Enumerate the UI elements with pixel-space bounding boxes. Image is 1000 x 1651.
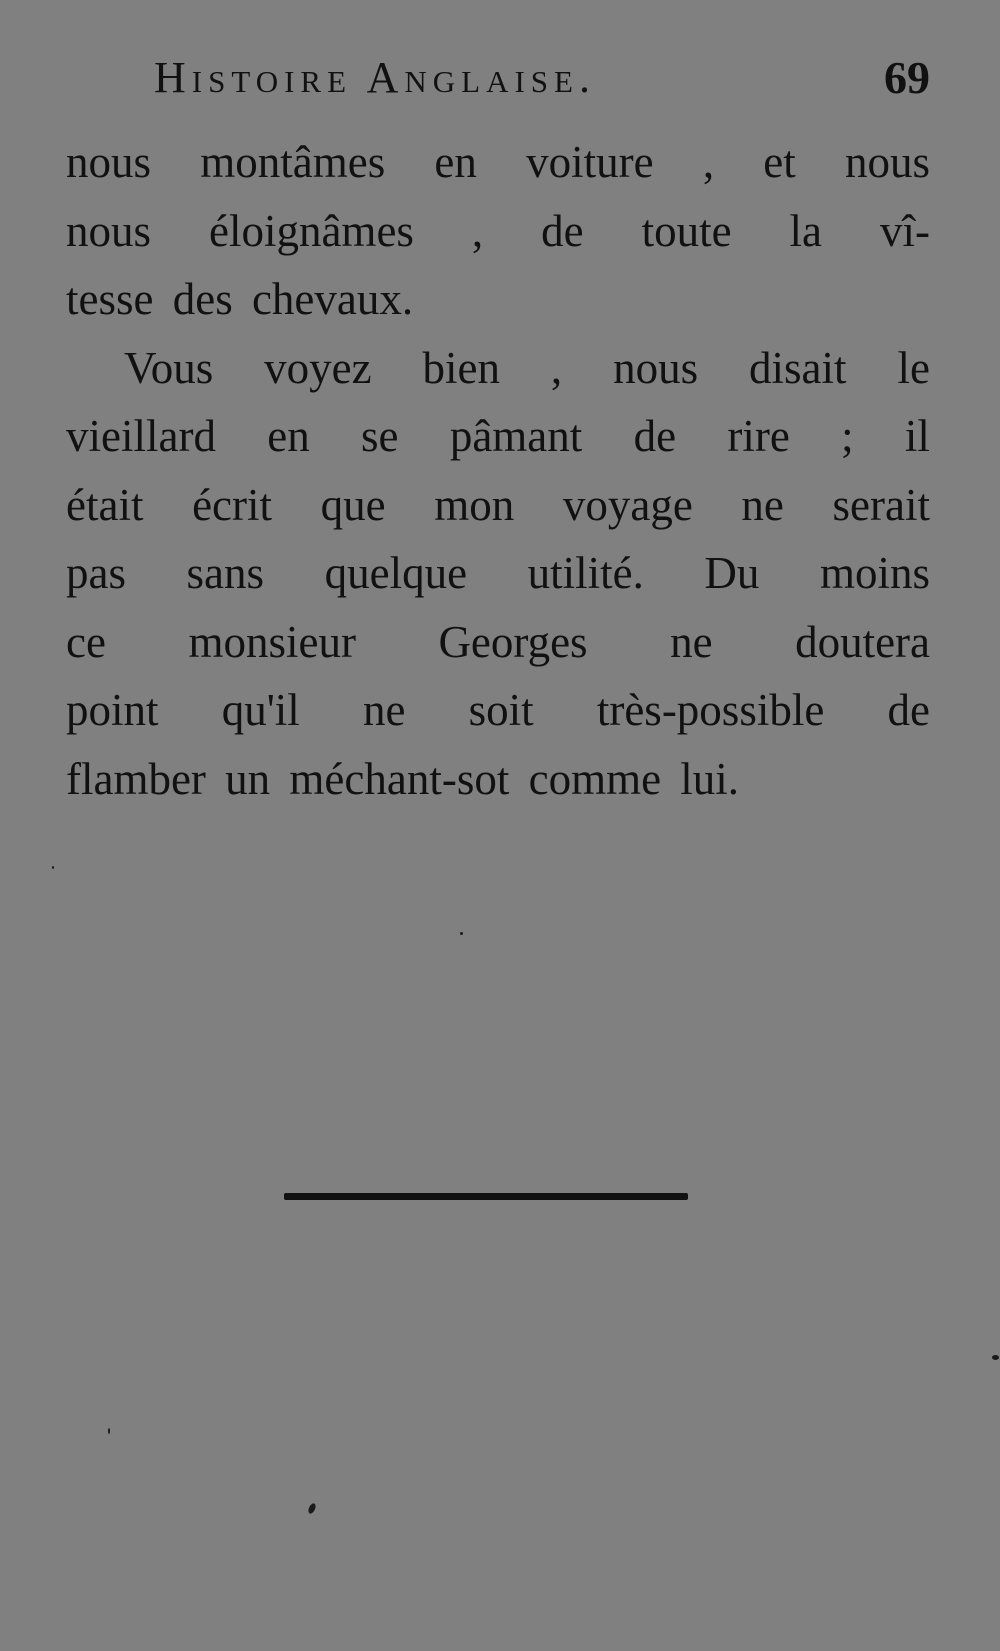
end-rule bbox=[284, 1193, 688, 1200]
word: disait bbox=[749, 342, 847, 393]
text-line bbox=[66, 128, 930, 197]
word: de bbox=[541, 205, 584, 256]
word: écrit bbox=[192, 479, 273, 530]
word: , bbox=[471, 205, 484, 256]
word: , bbox=[702, 137, 715, 187]
word: ce bbox=[66, 616, 106, 667]
ink-speck bbox=[108, 1428, 110, 1434]
word: Georges bbox=[438, 616, 588, 667]
word: vî- bbox=[879, 205, 930, 256]
word: quelque bbox=[324, 548, 468, 598]
word: utilité. bbox=[527, 548, 644, 598]
word: soit bbox=[468, 685, 534, 735]
text-line bbox=[66, 402, 930, 471]
word: qu'il bbox=[221, 685, 300, 735]
word: se bbox=[361, 411, 399, 461]
word: ne bbox=[741, 479, 784, 530]
ink-speck bbox=[307, 1502, 317, 1515]
word: ; bbox=[841, 411, 854, 461]
word: très-possible bbox=[596, 685, 825, 735]
word: bien bbox=[422, 342, 500, 393]
word: le bbox=[897, 342, 930, 393]
word: pas bbox=[66, 548, 126, 598]
text-line bbox=[66, 334, 930, 403]
word: doutera bbox=[795, 616, 930, 667]
word: il bbox=[904, 411, 930, 461]
page-number: 69 bbox=[884, 52, 930, 103]
word: la bbox=[789, 205, 823, 256]
word: en bbox=[434, 137, 477, 187]
word: de bbox=[633, 411, 677, 461]
word: toute bbox=[641, 205, 732, 256]
word: ne bbox=[670, 616, 713, 667]
word: que bbox=[320, 479, 386, 530]
word: nous bbox=[844, 137, 930, 187]
word: nous bbox=[66, 137, 152, 187]
text-line bbox=[66, 471, 930, 540]
word: serait bbox=[832, 479, 930, 530]
word: Du bbox=[704, 548, 760, 598]
running-title: Histoire Anglaise. bbox=[154, 53, 596, 102]
word: voiture bbox=[526, 137, 654, 187]
word: rire bbox=[727, 411, 790, 461]
word: mon bbox=[434, 479, 515, 530]
word: éloignâmes bbox=[208, 205, 414, 256]
word: en bbox=[267, 411, 310, 461]
word: monsieur bbox=[188, 616, 356, 667]
ink-speck bbox=[460, 932, 463, 935]
word: point bbox=[66, 685, 159, 735]
word: sans bbox=[186, 548, 265, 598]
text-line bbox=[66, 676, 930, 745]
text-line bbox=[66, 539, 930, 608]
text-line: tesse des chevaux. bbox=[66, 274, 414, 324]
word: était bbox=[66, 479, 144, 530]
word: voyez bbox=[264, 342, 372, 393]
text-line bbox=[66, 608, 930, 677]
word: montâmes bbox=[200, 137, 386, 187]
ink-speck bbox=[52, 866, 54, 869]
word: Vous bbox=[124, 342, 214, 393]
running-head bbox=[66, 48, 930, 108]
word: de bbox=[887, 685, 930, 735]
word: nous bbox=[613, 342, 699, 393]
word: , bbox=[550, 342, 563, 393]
word: pâmant bbox=[449, 411, 583, 461]
word: ne bbox=[362, 685, 406, 735]
ink-speck bbox=[992, 1355, 999, 1360]
word: et bbox=[763, 137, 796, 187]
text-line: flamber un méchant-sot comme lui. bbox=[66, 753, 740, 804]
text-line bbox=[66, 197, 930, 266]
word: nous bbox=[66, 205, 152, 256]
body-text bbox=[66, 128, 930, 813]
word: vieillard bbox=[66, 411, 216, 461]
word: moins bbox=[819, 548, 930, 598]
word: voyage bbox=[562, 479, 693, 530]
